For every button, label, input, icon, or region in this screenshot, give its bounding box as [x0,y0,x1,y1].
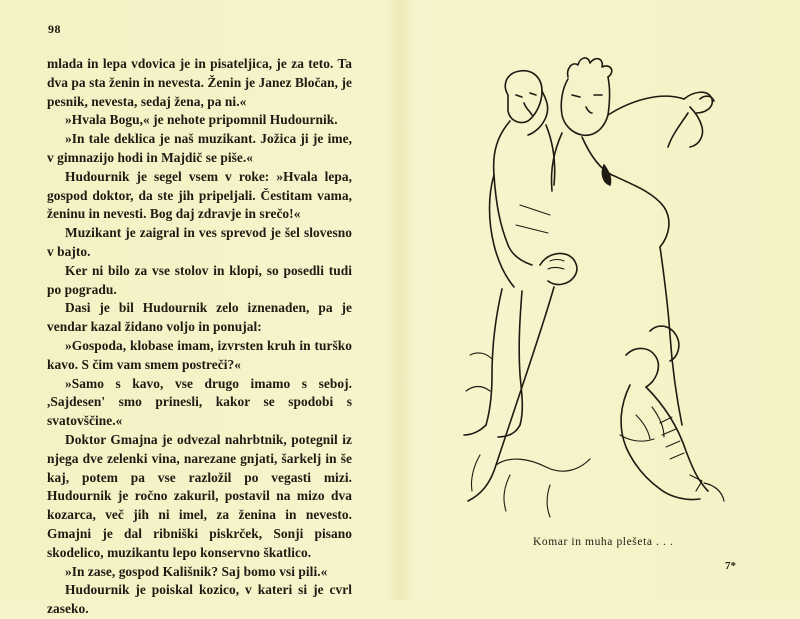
paragraph: »Samo s kavo, vse drugo imamo s seboj. ,Sajdesen' smo prinesli, kakor se spodobi s svatovščine.« [47,375,352,429]
paragraph: »Gospoda, klobase imam, izvrsten kruh in turško kavo. S čim vam smem postreči?« [47,337,352,372]
paragraph: »Hvala Bogu,« je nehote pripomnil Hudournik. [65,112,338,128]
signature-mark: 7* [725,560,736,572]
paragraph: Doktor Gmajna je odvezal nahrbtnik, potegnil iz njega dve zelenki vina, narezane gnjati, šarkelj in še kaj, potem pa vse razložil po vegasti mizi. Hudournik je ročno zakuril, postavil na mizo dva kozarca, več jih ni imel, za ženina in nevesto. Gmajni je dal ribniški piskrček, Sonji pisano skodelico, muzikantu lepo konservno škatlico. [47,431,352,560]
paragraph: »In tale deklica je naš muzikant. Jožica ji je ime, v gimnazijo hodi in Majdič se piše.« [47,131,352,165]
dancing-couple-illustration [450,55,760,535]
text-column [47,55,352,619]
page-number: 98 [48,22,61,36]
paragraph: Hudournik je poiskal kozico, v kateri si je cvrl zaseko. [47,582,352,617]
paragraph: »In zase, gospod Kališnik? Saj bomo vsi pili.« [65,563,328,579]
paragraph: Hudournik je segel vsem v roke: »Hvala lepa, gospod doktor, da ste jih pripeljali. Čestitam vama, ženinu in nevesti. Bog daj zdravje in srečo!« [47,168,352,222]
paragraph: mlada in lepa vdovica je in pisateljica, je za teto. Ta dva pa sta ženin in nevesta. Ženin je Janez Bločan, je pesnik, nevesta, sedaj žena, pa ni.« [47,56,352,109]
paragraph: Muzikant je zaigral in ves sprevod je šel slovesno v bajto. [47,225,352,259]
paragraph: Dasi je bil Hudournik zelo iznenaden, pa je vendar kazal židano voljo in ponujal: [47,300,352,335]
paragraph: Ker ni bilo za vse stolov in klopi, so posedli tudi po pogradu. [47,262,352,297]
illustration-caption: Komar in muha plešeta . . . [533,536,674,548]
